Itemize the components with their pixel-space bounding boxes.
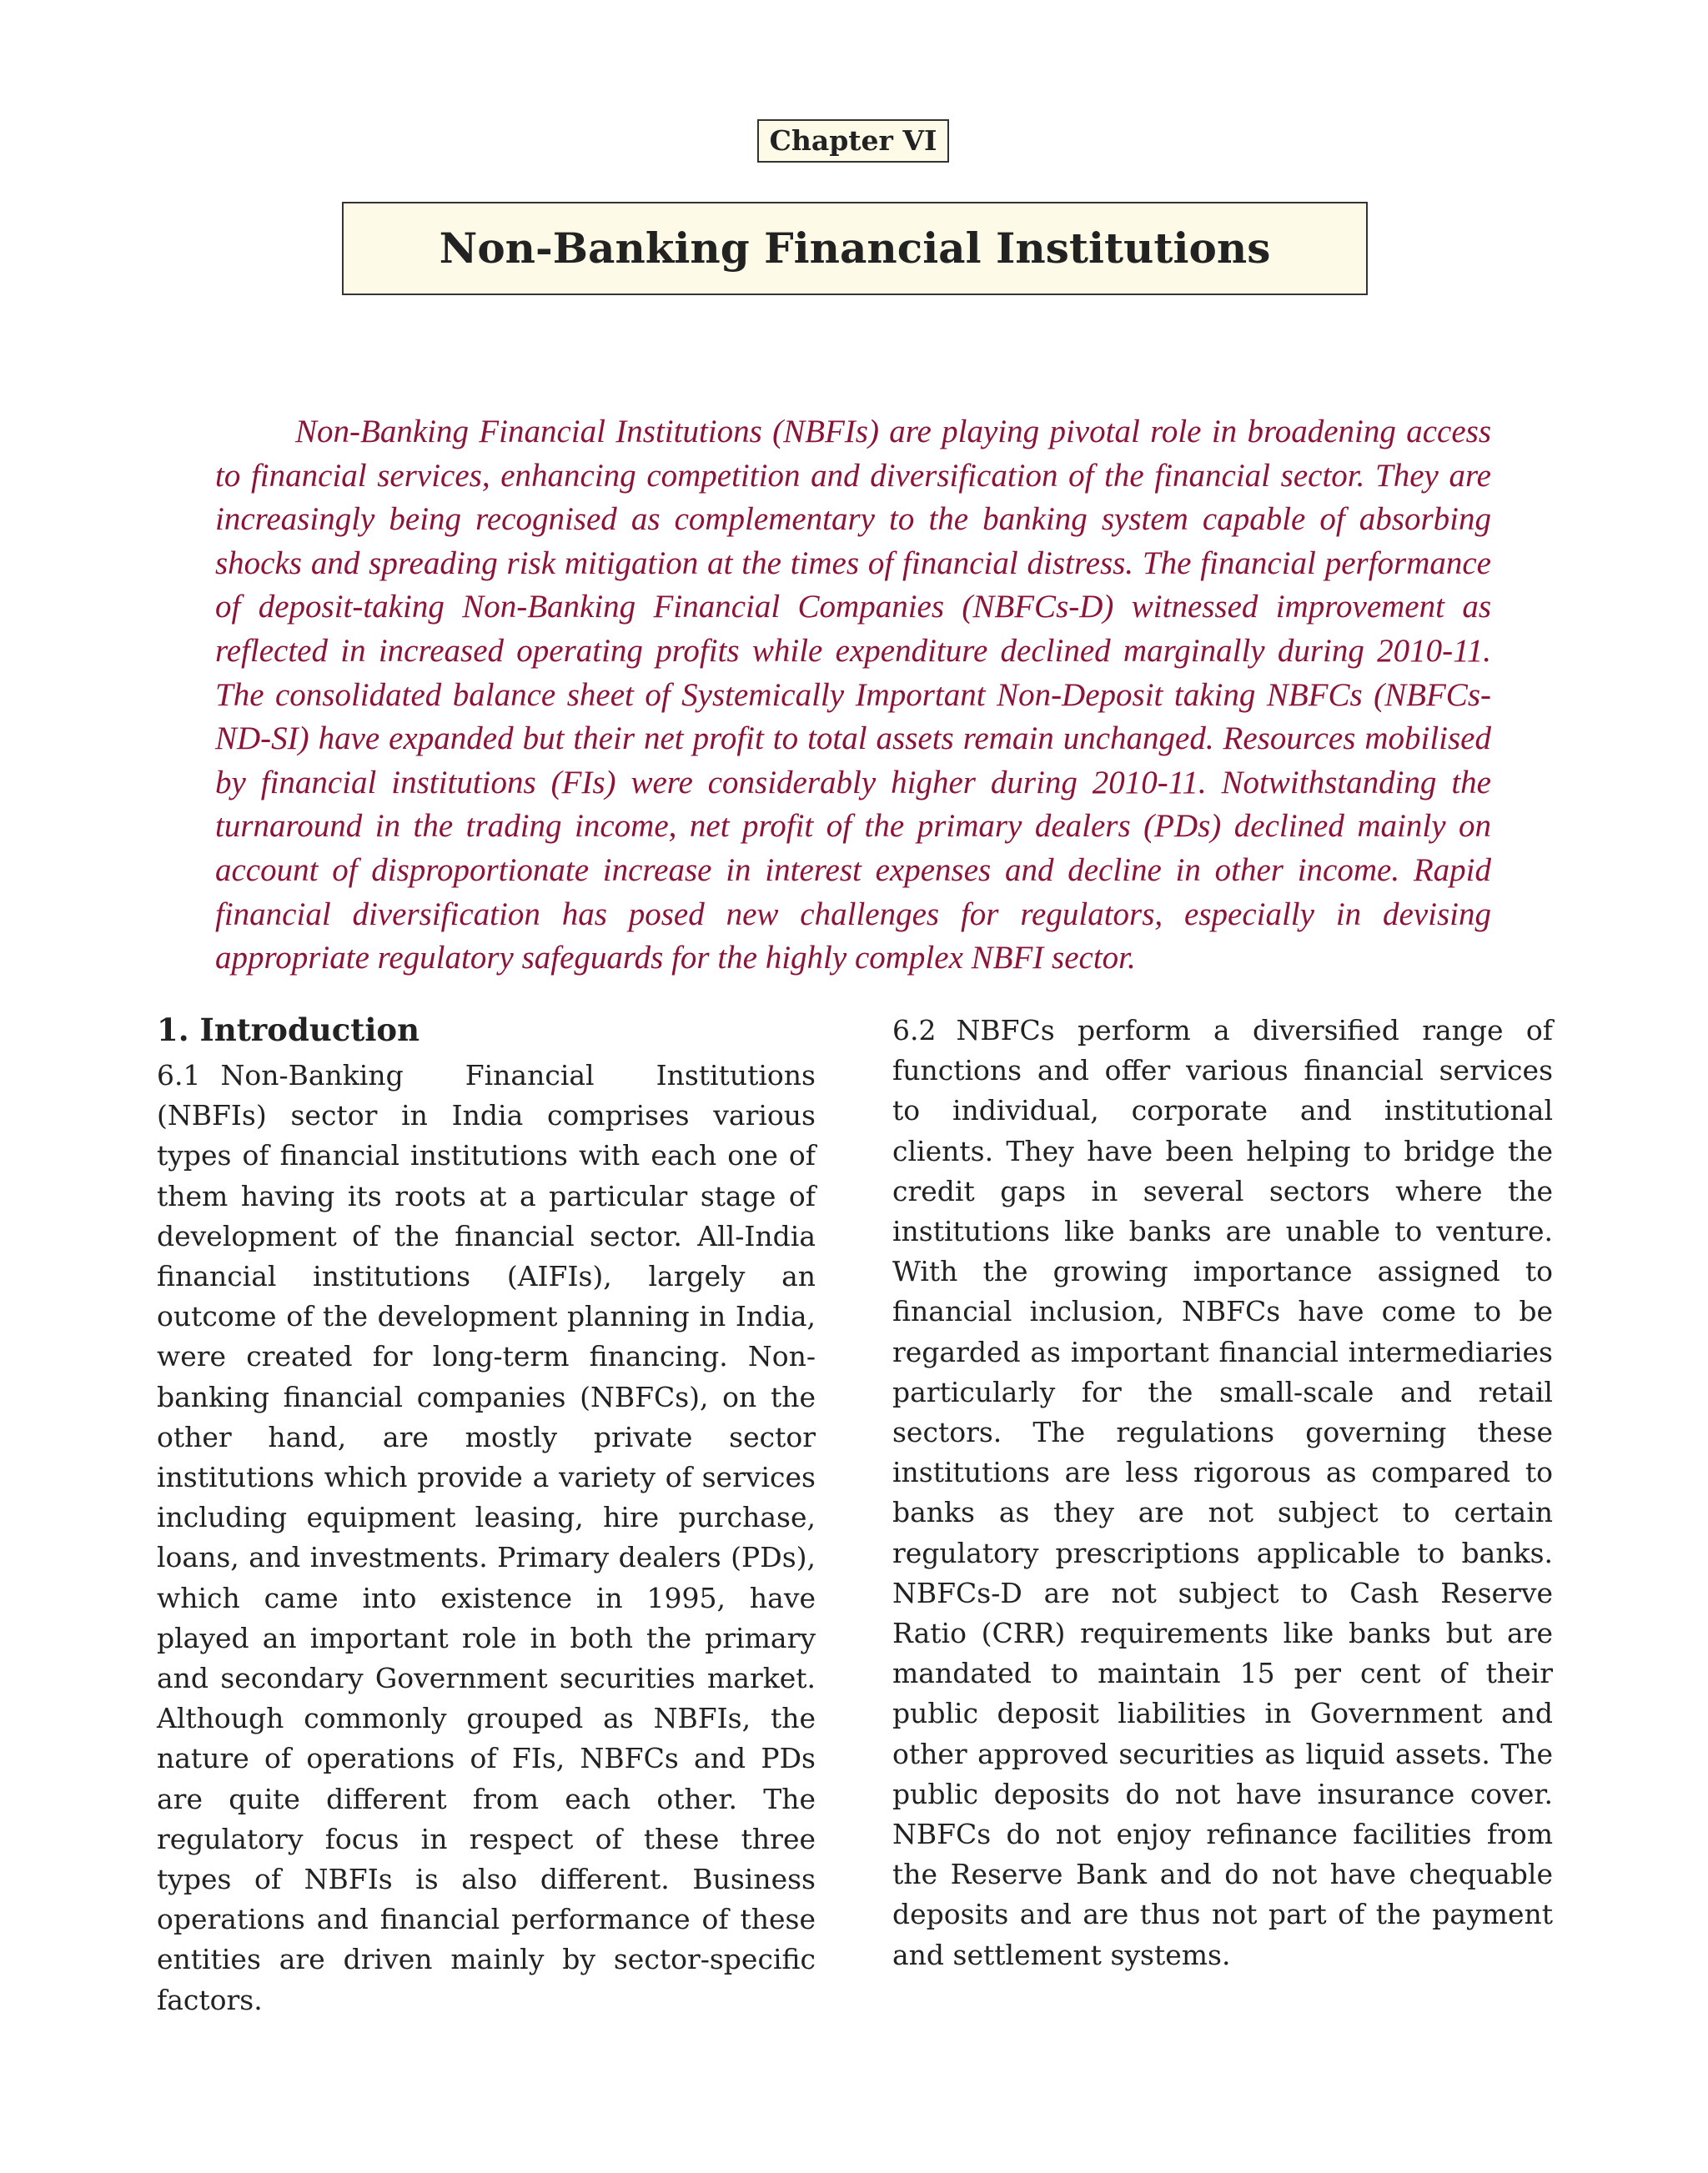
paragraph-text: Non-Banking Financial Institutions (NBFIs) sector in India comprises various types of financial institutions with each one of them having its roots at a particular stage of development of the financial sector. All-India financial institutions (AIFIs), largely an outcome of the development planning in India, were created for long-term financing. Non-banking financial companies (NBFCs), on the other hand, are mostly private sector institutions which provide a variety of services including equipment leasing, hire purchase, loans, and investments. Primary dealers (PDs), which came into existence in 1995, have played an important role in both the primary and secondary Government securities market. Although commonly grouped as NBFIs, the nature of operations of FIs, NBFCs and PDs are quite different from each other. The regulatory focus in respect of these three types of NBFIs is also different. Business operations and financial performance of these entities are driven mainly by sector-specific factors. bbox=[157, 1059, 816, 2016]
chapter-abstract: Non-Banking Financial Institutions (NBFIs) are playing pivotal role in broadening access to financial services, enhancing competition and diversification of the financial sector. They are increasingly being recognised as complementary to the banking system capable of absorbing shocks and spreading risk mitigation at the times of financial distress. The financial performance of deposit-taking Non-Banking Financial Companies (NBFCs-D) witnessed improvement as reflected in increased operating profits while expenditure declined marginally during 2010-11. The consolidated balance sheet of Systemically Important Non-Deposit taking NBFCs (NBFCs-ND-SI) have expanded but their net profit to total assets remain unchanged. Resources mobilised by financial institutions (FIs) were considerably higher during 2010-11. Notwithstanding the turnaround in the trading income, net profit of the primary dealers (PDs) declined mainly on account of disproportionate increase in interest expenses and decline in other income. Rapid financial diversification has posed new challenges for regulators, especially in devising appropriate regulatory safeguards for the highly complex NBFI sector. bbox=[215, 414, 1491, 976]
left-column bbox=[157, 1009, 816, 2020]
paragraph-text: NBFCs perform a diversified range of functions and offer various financial services to individual, corporate and institutional clients. They have been helping to bridge the credit gaps in several sectors where the institutions like banks are unable to venture. With the growing importance assigned to financial inclusion, NBFCs have come to be regarded as important financial intermediaries particularly for the small-scale and retail sectors. The regulations governing these institutions are less rigorous as compared to banks as they are not subject to certain regulatory prescriptions applicable to banks. NBFCs-D are not subject to Cash Reserve Ratio (CRR) requirements like banks but are mandated to maintain 15 per cent of their public deposit liabilities in Government and other approved securities as liquid assets. The public deposits do not have insurance cover. NBFCs do not enjoy refinance facilities from the Reserve Bank and do not have chequable deposits and are thus not part of the payment and settlement systems. bbox=[892, 1014, 1553, 1971]
right-column bbox=[892, 1011, 1553, 1975]
paragraph-number: 6.1 bbox=[157, 1059, 201, 1092]
chapter-title: Non-Banking Financial Institutions bbox=[342, 202, 1368, 295]
paragraph-6-2 bbox=[892, 1011, 1553, 1975]
paragraph-number: 6.2 bbox=[892, 1014, 937, 1046]
chapter-label: Chapter VI bbox=[757, 119, 949, 163]
paragraph-6-1 bbox=[157, 1056, 816, 2020]
section-heading: 1. Introduction bbox=[157, 1011, 420, 1048]
